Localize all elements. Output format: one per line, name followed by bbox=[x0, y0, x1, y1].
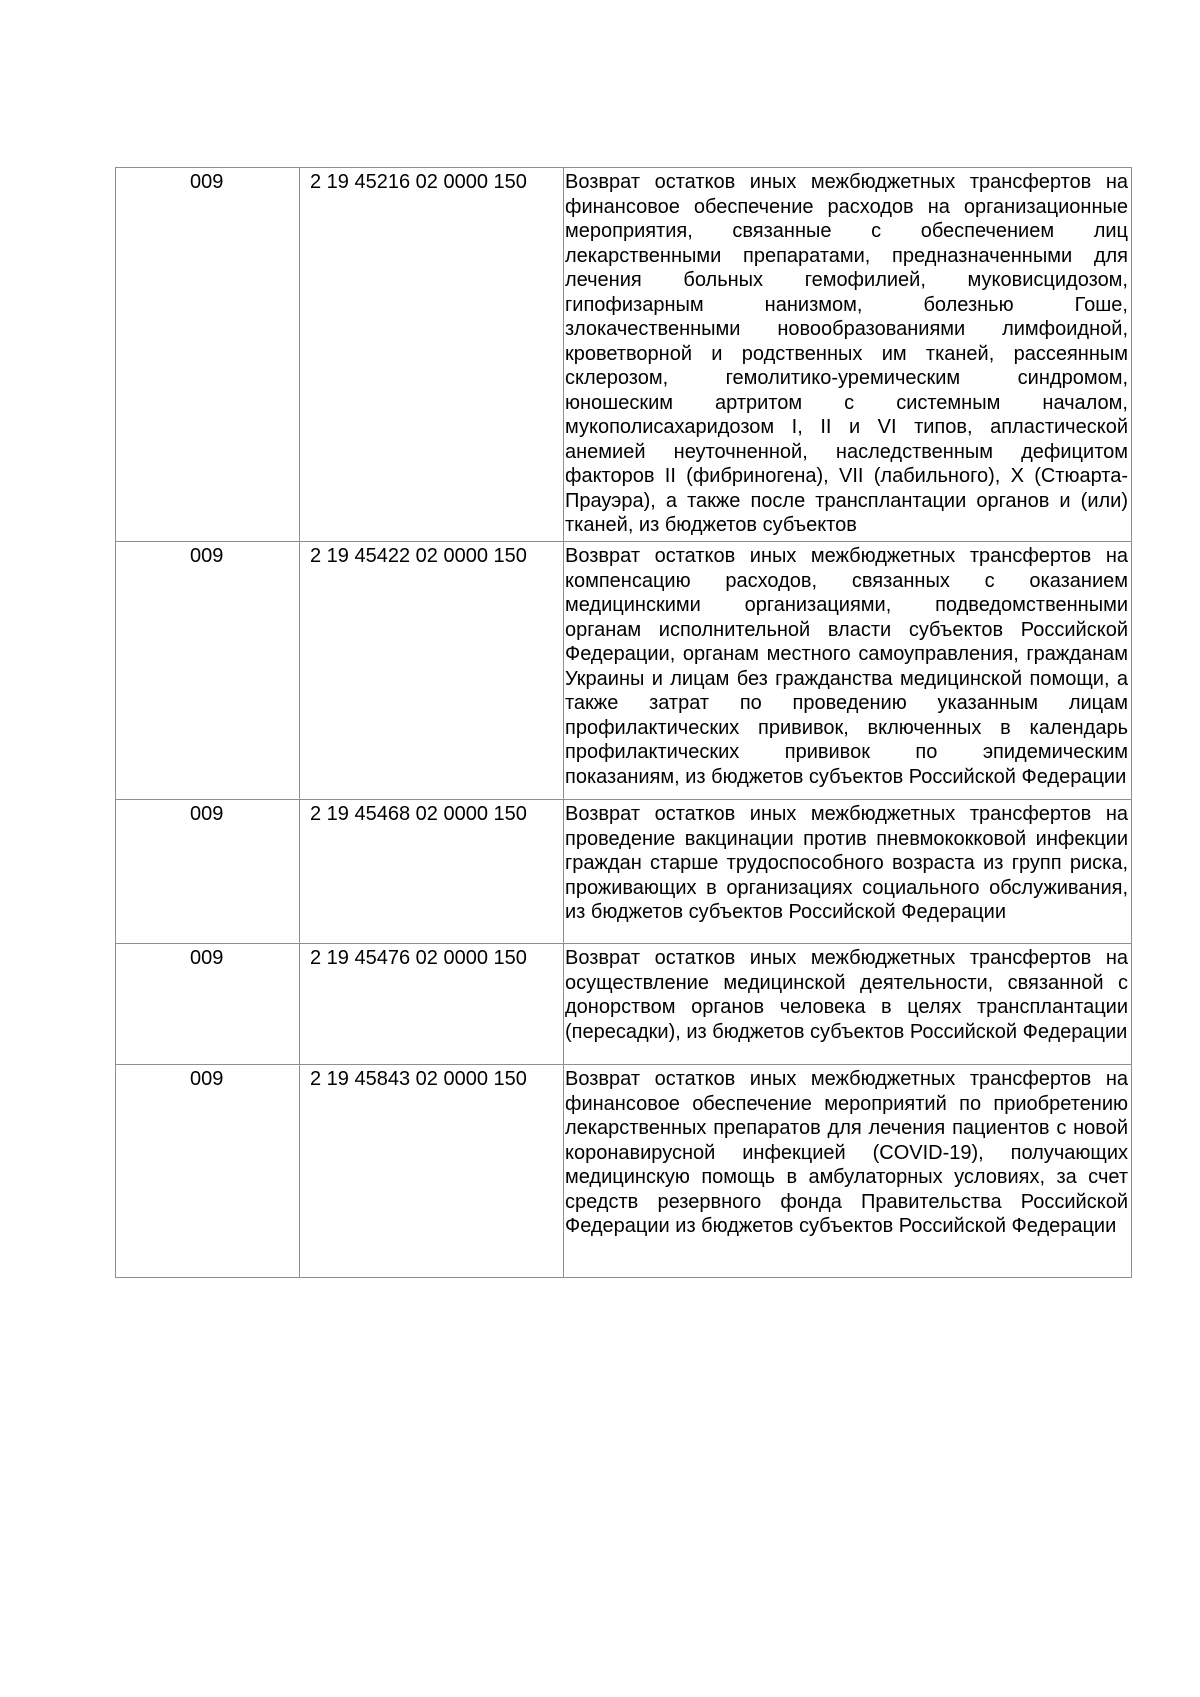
kbk-code: 2 19 45422 02 0000 150 bbox=[310, 545, 527, 567]
description-cell bbox=[564, 1065, 1132, 1278]
kbk-code-cell bbox=[300, 1065, 564, 1278]
admin-code-cell bbox=[116, 1065, 300, 1278]
kbk-code-cell bbox=[300, 542, 564, 800]
admin-code: 009 bbox=[190, 171, 224, 193]
kbk-code-cell bbox=[300, 944, 564, 1065]
admin-code: 009 bbox=[190, 947, 224, 969]
description-cell bbox=[564, 800, 1132, 944]
table-row bbox=[116, 1065, 1132, 1278]
admin-code: 009 bbox=[190, 1068, 224, 1090]
description-cell bbox=[564, 168, 1132, 542]
admin-code-cell bbox=[116, 800, 300, 944]
kbk-code: 2 19 45216 02 0000 150 bbox=[310, 171, 527, 193]
description-text: Возврат остатков иных межбюджетных трансфертов на осуществление медицинской деятельности, связанной с донорством органов человека в целях трансплантации (пересадки), из бюджетов субъектов Российской Федерации bbox=[565, 947, 1128, 1043]
description-text: Возврат остатков иных межбюджетных трансфертов на финансовое обеспечение расходов на организационные мероприятия, связанные с обеспечением лиц лекарственными препаратами, предназначенными для лечения больных гемофилией, муковисцидозом, гипофизарным нанизмом, болезнью Гоше, злокачественными новообразованиями лимфоидной, кроветворной и родственных им тканей, рассеянным склерозом, гемолитико-уремическим синдромом, юношеским артритом с системным началом, мукополисахаридозом I, II и VI типов, апластической анемией неуточненной, наследственным дефицитом факторов II (фибриногена), VII (лабильного), X (Стюарта-Прауэра), а также после трансплантации органов и (или) тканей, из бюджетов субъектов bbox=[565, 171, 1128, 536]
description-text: Возврат остатков иных межбюджетных трансфертов на финансовое обеспечение мероприятий по приобретению лекарственных препаратов для лечения пациентов с новой коронавирусной инфекцией (COVID-19), получающих медицинскую помощь в амбулаторных условиях, за счет средств резервного фонда Правительства Российской Федерации из бюджетов субъектов Российской Федерации bbox=[565, 1068, 1128, 1237]
admin-code: 009 bbox=[190, 545, 224, 567]
table-row bbox=[116, 800, 1132, 944]
admin-code-cell bbox=[116, 542, 300, 800]
admin-code-cell bbox=[116, 168, 300, 542]
admin-code-cell bbox=[116, 944, 300, 1065]
description-cell bbox=[564, 944, 1132, 1065]
kbk-code: 2 19 45843 02 0000 150 bbox=[310, 1068, 527, 1090]
table-row bbox=[116, 542, 1132, 800]
kbk-code: 2 19 45468 02 0000 150 bbox=[310, 803, 527, 825]
description-cell bbox=[564, 542, 1132, 800]
kbk-code-cell bbox=[300, 800, 564, 944]
kbk-code-cell bbox=[300, 168, 564, 542]
table-row bbox=[116, 944, 1132, 1065]
kbk-code: 2 19 45476 02 0000 150 bbox=[310, 947, 527, 969]
description-text: Возврат остатков иных межбюджетных трансфертов на проведение вакцинации против пневмококковой инфекции граждан старше трудоспособного возраста из групп риска, проживающих в организациях социального обслуживания, из бюджетов субъектов Российской Федерации bbox=[565, 803, 1128, 923]
table-row bbox=[116, 168, 1132, 542]
budget-codes-table bbox=[115, 167, 1132, 1278]
admin-code: 009 bbox=[190, 803, 224, 825]
description-text: Возврат остатков иных межбюджетных трансфертов на компенсацию расходов, связанных с оказанием медицинскими организациями, подведомственными органам исполнительной власти субъектов Российской Федерации, органам местного самоуправления, гражданам Украины и лицам без гражданства медицинской помощи, а также затрат по проведению указанным лицам профилактических прививок, включенных в календарь профилактических прививок по эпидемическим показаниям, из бюджетов субъектов Российской Федерации bbox=[565, 545, 1128, 788]
